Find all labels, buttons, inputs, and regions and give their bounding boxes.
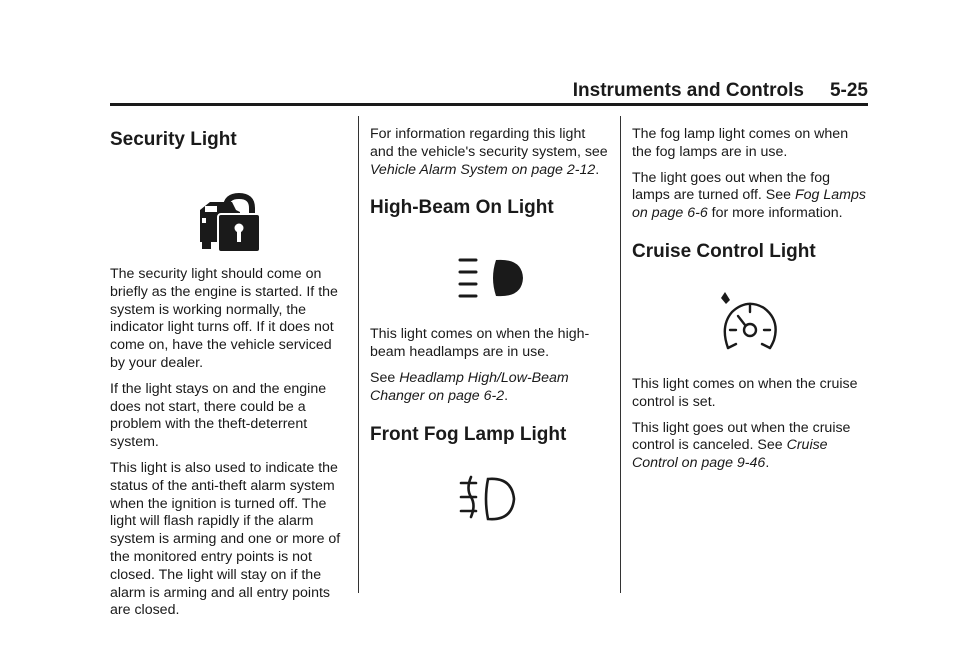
headlamp-changer-link[interactable]: Headlamp High/Low-Beam Changer on page 6-2 [370,369,569,404]
cruise-control-link[interactable]: Cruise Control on page 9-46 [632,437,828,472]
cruise-control-heading: Cruise Control Light [632,240,816,262]
security-paragraph-3: This light is also used to indicate the status of the anti-theft alarm system when the ignition is turned off. The light will flash rapidly if the alarm system is arming and one or more of the monitored entry points is not closed. The light will stay on if the alarm is arming and all entry points are closed. [110,459,341,619]
column-divider-1 [358,116,359,593]
column-1 [110,126,348,620]
high-beam-paragraph: This light comes on when the high-beam headlamps are in use. [370,326,590,361]
security-light-heading: Security Light [110,129,237,150]
cruise-paragraph-1: This light comes on when the cruise control is set. [632,375,858,410]
security-lock-car-icon [110,154,348,266]
front-fog-heading: Front Fog Lamp Light [370,423,567,445]
vehicle-alarm-link[interactable]: Vehicle Alarm System on page 2-12 [370,161,596,178]
cruise-paragraph-2: This light goes out when the cruise control is canceled. See Cruise Control on page 9-46. [632,419,851,472]
front-fog-lamp-icon [370,449,608,559]
column-divider-2 [620,116,621,593]
section-title: Instruments and Controls [572,80,804,101]
fog-lamps-link[interactable]: Fog Lamps on page 6-6 [632,187,866,222]
cruise-control-icon [632,266,868,376]
fog-paragraph-1: The fog lamp light comes on when the fog lamps are in use. [632,126,849,160]
column-2 [370,126,608,559]
high-beam-reference: See Headlamp High/Low-Beam Changer on page 6-2. [370,369,569,404]
page-header [110,80,868,102]
security-paragraph-2: If the light stays on and the engine does not start, there could be a problem with the theft-deterrent system. [110,380,327,451]
high-beam-heading: High-Beam On Light [370,197,554,219]
column-3 [632,126,868,473]
header-rule [110,103,868,106]
security-reference-paragraph: For information regarding this light and the vehicle's security system, see Vehicle Alarm System on page 2-12. [370,126,608,178]
page-number: 5-25 [829,80,868,101]
fog-paragraph-2: The light goes out when the fog lamps are turned off. See Fog Lamps on page 6-6 for more information. [632,169,866,222]
high-beam-icon [370,222,608,326]
security-paragraph-1: The security light should come on briefly as the engine is started. If the system is working normally, the indicator light turns off. If it does not come on, have the vehicle serviced by your dealer. [110,266,338,371]
